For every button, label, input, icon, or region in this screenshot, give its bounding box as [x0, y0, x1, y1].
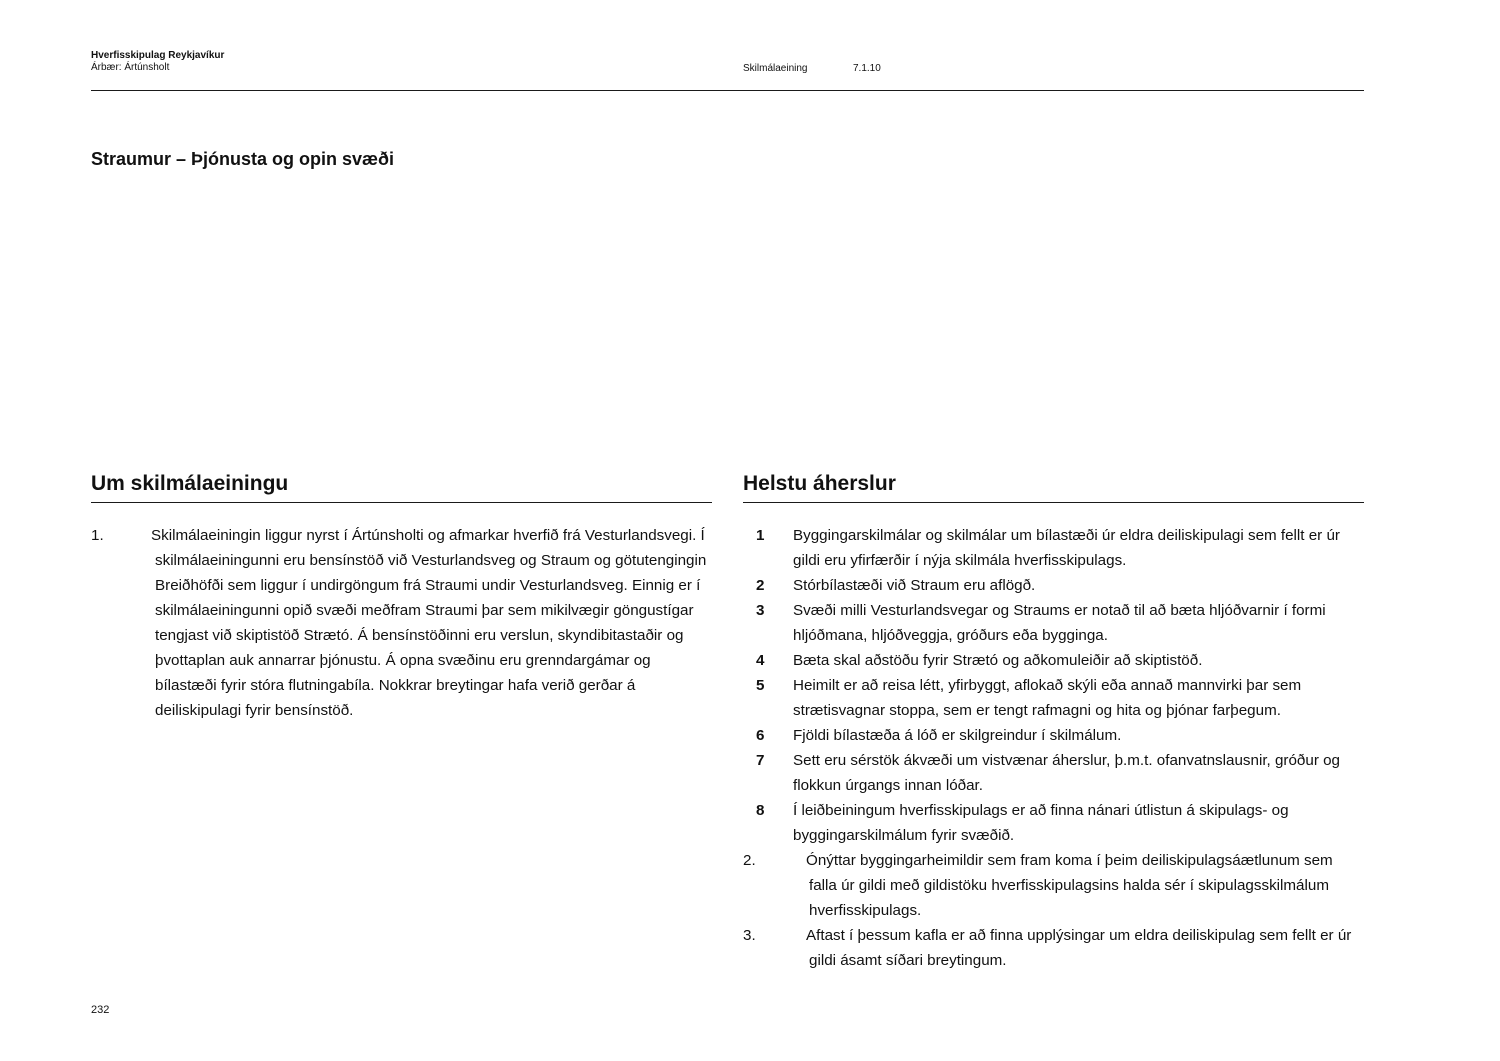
about-section [91, 470, 712, 723]
paragraph-number: 3. [743, 927, 756, 944]
item-number: 2 [756, 577, 765, 594]
item-text: Sett eru sérstök ákvæði um vistvænar áherslur, þ.m.t. ofanvatnslausnir, gróður og flokkun úrgangs innan lóðar. [793, 752, 1341, 794]
list-item [743, 573, 1364, 598]
document-subtitle: Árbær: Ártúnsholt [91, 62, 170, 73]
item-text: Stórbílastæði við Straum eru aflögð. [793, 577, 1036, 594]
key-points-body [743, 523, 1364, 973]
key-points-heading: Helstu áherslur [743, 470, 1364, 503]
key-points-section [743, 470, 1364, 973]
section-label: Skilmálaeining [743, 63, 808, 74]
about-heading: Um skilmálaeiningu [91, 470, 712, 503]
item-number: 7 [756, 752, 765, 769]
item-text: Svæði milli Vesturlandsvegar og Straums er notað til að bæta hljóðvarnir í formi hljóðmana, hljóðveggja, gróðurs eða bygginga. [793, 602, 1326, 644]
numbered-paragraph [743, 923, 1364, 973]
item-text: Bæta skal aðstöðu fyrir Strætó og aðkomuleiðir að skiptistöð. [793, 652, 1203, 669]
item-number: 8 [756, 802, 765, 819]
list-item [743, 598, 1364, 648]
list-item [743, 798, 1364, 848]
numbered-paragraph [743, 848, 1364, 923]
item-number: 1 [756, 527, 765, 544]
section-number: 7.1.10 [853, 63, 881, 74]
item-text: Í leiðbeiningum hverfisskipulags er að finna nánari útlistun á skipulags- og byggingarskilmálum fyrir svæðið. [793, 802, 1289, 844]
list-item [743, 648, 1364, 673]
list-item [743, 523, 1364, 573]
paragraph-text: Skilmálaeiningin liggur nyrst í Ártúnsholti og afmarkar hverfið frá Vesturlandsvegi. Í skilmálaeiningunni eru bensínstöð við Vesturlandsveg og Straum og götutengingin Breiðhöfði sem liggur í undirgöngum frá Straumi undir Vesturlandsveg. Einnig er í skilmálaeiningunni opið svæði meðfram Straumi þar sem mikilvægir göngustígar tengjast við skiptistöð Strætó. Á bensínstöðinni eru verslun, skyndibitastaðir og þvottaplan auk annarrar þjónustu. Á opna svæðinu eru grenndargámar og bílastæði fyrir stóra flutningabíla. Nokkrar breytingar hafa verið gerðar á deiliskipulagi fyrir bensínstöð. [151, 527, 707, 719]
page-number: 232 [91, 1004, 110, 1016]
page-title: Straumur – Þjónusta og opin svæði [91, 149, 395, 169]
item-number: 4 [756, 652, 765, 669]
list-item [743, 673, 1364, 723]
item-number: 5 [756, 677, 765, 694]
paragraph-number: 1. [91, 527, 104, 544]
paragraph-text: Ónýttar byggingarheimildir sem fram koma í þeim deiliskipulagsáætlunum sem falla úr gildi með gildistöku hverfisskipulagsins halda sér í skipulagsskilmálum hverfisskipulags. [806, 852, 1333, 919]
list-item [743, 723, 1364, 748]
item-number: 6 [756, 727, 765, 744]
numbered-paragraph [91, 523, 712, 723]
paragraph-number: 2. [743, 852, 756, 869]
about-body [91, 523, 712, 723]
page-header [91, 50, 1364, 91]
key-points-list [743, 523, 1364, 848]
item-number: 3 [756, 602, 765, 619]
document-title: Hverfisskipulag Reykjavíkur [91, 50, 225, 61]
item-text: Byggingarskilmálar og skilmálar um bílastæði úr eldra deiliskipulagi sem fellt er úr gildi eru yfirfærðir í nýja skilmála hverfisskipulags. [793, 527, 1340, 569]
paragraph-text: Aftast í þessum kafla er að finna upplýsingar um eldra deiliskipulag sem fellt er úr gildi ásamt síðari breytingum. [806, 927, 1352, 969]
list-item [743, 748, 1364, 798]
item-text: Fjöldi bílastæða á lóð er skilgreindur í skilmálum. [793, 727, 1122, 744]
item-text: Heimilt er að reisa létt, yfirbyggt, aflokað skýli eða annað mannvirki þar sem strætisvagnar stoppa, sem er tengt rafmagni og hita og þjónar farþegum. [793, 677, 1302, 719]
